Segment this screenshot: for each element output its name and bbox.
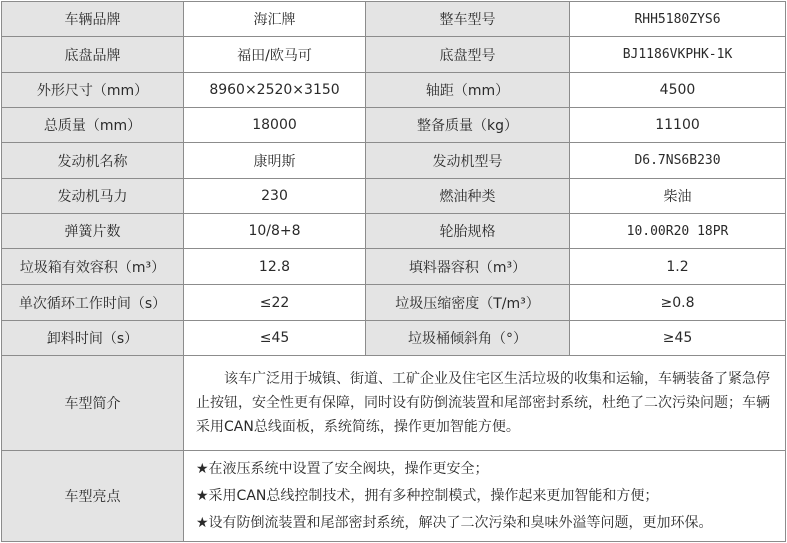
table-row-intro <box>2 356 786 451</box>
spec-value: ≤22 <box>184 285 366 321</box>
table-row <box>2 321 786 356</box>
spec-label: 燃油种类 <box>366 179 570 214</box>
spec-value: 12.8 <box>184 249 366 285</box>
table-row <box>2 249 786 285</box>
intro-text: 该车广泛用于城镇、街道、工矿企业及住宅区生活垃圾的收集和运输，车辆装备了紧急停止按钮，安全性更有保障，同时设有防倒流装置和尾部密封系统，杜绝了二次污染问题；车辆采用CAN总线面板，系统简练，操作更加智能方便。 <box>196 371 770 435</box>
spec-value: 1.2 <box>570 249 786 285</box>
spec-label: 整车型号 <box>366 2 570 37</box>
spec-value: 18000 <box>184 108 366 143</box>
spec-value: 8960×2520×3150 <box>184 73 366 108</box>
spec-value: BJ1186VKPHK-1K <box>570 37 786 73</box>
spec-value: 11100 <box>570 108 786 143</box>
spec-label: 外形尺寸（mm） <box>2 73 184 108</box>
spec-value: 柴油 <box>570 179 786 214</box>
table-row <box>2 37 786 73</box>
spec-value: 4500 <box>570 73 786 108</box>
spec-label: 垃圾压缩密度（T/m³） <box>366 285 570 321</box>
spec-label: 卸料时间（s） <box>2 321 184 356</box>
spec-label: 填料器容积（m³） <box>366 249 570 285</box>
highlights-cell <box>184 451 786 542</box>
spec-value: 海汇牌 <box>184 2 366 37</box>
table-row <box>2 73 786 108</box>
spec-label: 发动机名称 <box>2 143 184 179</box>
spec-label: 整备质量（kg） <box>366 108 570 143</box>
table-row <box>2 214 786 249</box>
highlight-item: ★设有防倒流装置和尾部密封系统，解决了二次污染和臭味外溢等问题，更加环保。 <box>196 514 713 531</box>
highlight-item: ★采用CAN总线控制技术，拥有多种控制模式，操作起来更加智能和方便； <box>196 487 659 504</box>
spec-label: 弹簧片数 <box>2 214 184 249</box>
spec-value: 10/8+8 <box>184 214 366 249</box>
spec-label: 总质量（mm） <box>2 108 184 143</box>
spec-value: ≤45 <box>184 321 366 356</box>
highlight-item: ★在液压系统中设置了安全阀块，操作更安全； <box>196 460 489 477</box>
intro-label: 车型简介 <box>2 356 184 451</box>
spec-label: 轴距（mm） <box>366 73 570 108</box>
spec-label: 底盘品牌 <box>2 37 184 73</box>
intro-cell <box>184 356 786 451</box>
highlights-label: 车型亮点 <box>2 451 184 542</box>
table-row <box>2 2 786 37</box>
spec-label: 底盘型号 <box>366 37 570 73</box>
spec-label: 垃圾桶倾斜角（°） <box>366 321 570 356</box>
spec-value: ≥0.8 <box>570 285 786 321</box>
spec-label: 垃圾箱有效容积（m³） <box>2 249 184 285</box>
spec-value: ≥45 <box>570 321 786 356</box>
spec-value: 康明斯 <box>184 143 366 179</box>
spec-label: 轮胎规格 <box>366 214 570 249</box>
table-row-highlights <box>2 451 786 542</box>
table-row <box>2 285 786 321</box>
spec-label: 车辆品牌 <box>2 2 184 37</box>
spec-label: 发动机型号 <box>366 143 570 179</box>
spec-label: 发动机马力 <box>2 179 184 214</box>
table-row <box>2 143 786 179</box>
table-row <box>2 108 786 143</box>
spec-label: 单次循环工作时间（s） <box>2 285 184 321</box>
spec-value: 福田/欧马可 <box>184 37 366 73</box>
spec-value: RHH5180ZYS6 <box>570 2 786 37</box>
spec-value: 230 <box>184 179 366 214</box>
spec-value: D6.7NS6B230 <box>570 143 786 179</box>
spec-value: 10.00R20 18PR <box>570 214 786 249</box>
spec-table <box>1 1 786 542</box>
table-row <box>2 179 786 214</box>
